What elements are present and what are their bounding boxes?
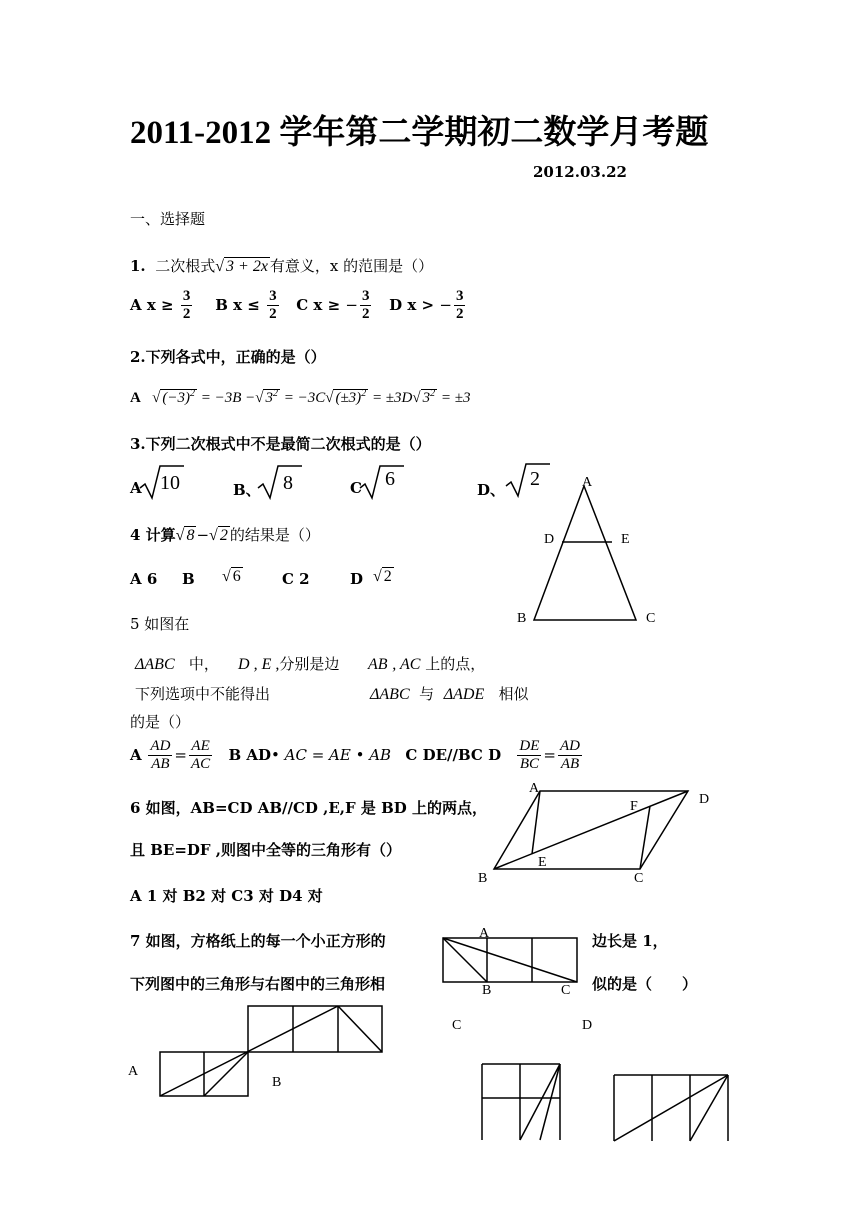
reference-grid-triangle: [443, 938, 583, 984]
question-2: 2.下列各式中，正确的是（）: [130, 348, 326, 366]
q3-option-c-value: 6: [385, 468, 395, 490]
q4-option-b-value: √ 6: [222, 568, 241, 585]
radical-sign-icon: [258, 464, 303, 500]
minus-sign: −: [196, 526, 210, 544]
parallelogram-figure: [490, 785, 700, 875]
q1-pre: 二次根式: [155, 257, 216, 275]
option-7a-label: A: [128, 1064, 139, 1079]
q5-side-ab: AB: [367, 656, 388, 673]
q5-text: 分别是边: [279, 655, 340, 673]
exam-date: 2012.03.22: [533, 163, 627, 181]
fig5-label-c: C: [646, 611, 656, 626]
q5-text: 与: [419, 685, 435, 703]
q1-option-b: B x ≤: [215, 295, 260, 314]
q5-frac-ad-ab: [148, 738, 172, 774]
q4-radicand-2: 2: [219, 527, 228, 544]
q2-expr1-base: (−3): [162, 390, 190, 406]
frac-den: AC: [191, 756, 211, 773]
question-1: [130, 255, 433, 276]
q3-option-d-value: 2: [530, 468, 540, 490]
frac-den: 2: [455, 306, 464, 323]
q7-line-2: 下列图中的三角形与右图中的三角形相: [130, 975, 386, 993]
frac-den: AB: [560, 756, 580, 773]
q5-text: 上的点，: [425, 655, 486, 673]
frac-num: 3: [454, 288, 466, 306]
q2-option-a: A: [130, 390, 141, 406]
exponent: 2: [430, 388, 436, 399]
q1-options: [130, 288, 467, 324]
q5-points: D , E ,: [238, 656, 280, 673]
q2-options: A √ $(-3)^2 = -3B$ −√ $3^2 = -3C√$ $(\pm 3)^2 = \pm 3D√$ $3^2 = \pm 3$: [130, 388, 471, 406]
q5-triangle-abc: ΔABC: [135, 656, 175, 673]
q5-text: 相似: [498, 685, 529, 703]
q3-option-a-value: 10: [160, 472, 180, 494]
q1-frac-c: [360, 288, 372, 324]
q4-text-end: 的结果是（）: [229, 526, 320, 544]
question-5: 5 如图在: [130, 615, 190, 633]
q4-option-c: C 2: [282, 570, 310, 588]
q5-option-c-d: C DE//BC D: [405, 745, 502, 764]
q3-option-d-label: D、: [477, 481, 506, 499]
question-6: 6 如图，AB=CD AB//CD ,E,F 是 BD 上的两点，: [130, 799, 488, 817]
frac-num: 3: [181, 288, 193, 306]
q5-triangle-abc: ΔABC: [370, 686, 410, 703]
q5-frac-de-bc: [517, 738, 541, 774]
frac-num: AD: [148, 738, 172, 756]
fig5-label-d: D: [544, 532, 555, 547]
q5-triangle-ade: ΔADE: [443, 686, 485, 703]
q7-line-2-end: 似的是（ ）: [592, 975, 698, 993]
q4-option-d: D: [350, 570, 364, 588]
fig7-label-b: B: [482, 983, 492, 998]
q2-expr1: [160, 389, 197, 406]
q4-option-d-value: √ 2: [373, 568, 392, 585]
question-3: 3.下列二次根式中不是最简二次根式的是（）: [130, 435, 431, 453]
q4-option-a: A 6: [130, 570, 158, 588]
q1-option-a: A x ≥: [130, 295, 174, 314]
q2-expr3-base: (±3): [335, 390, 362, 406]
q1-frac-b: [267, 288, 279, 324]
q2-expr2-base: 3: [265, 390, 273, 406]
fig6-label-d: D: [699, 792, 710, 807]
q3-option-a-label: A: [130, 479, 142, 497]
option-7c-label: C: [452, 1018, 462, 1033]
fig6-label-c: C: [634, 871, 644, 886]
q5-frac-ad-ab: [558, 738, 582, 774]
radical-sign-icon: [360, 464, 405, 500]
option-7b-label: B: [272, 1075, 282, 1090]
exponent: 2: [189, 388, 195, 399]
q2-expr2: [263, 389, 280, 406]
q2-eq1: = −3B −: [200, 390, 256, 406]
q5-text: 中，: [188, 655, 219, 673]
frac-den: BC: [519, 756, 539, 773]
q6-line-2: 且 BE=DF ,则图中全等的三角形有（）: [130, 841, 402, 859]
frac-num: DE: [517, 738, 541, 756]
q2-expr4-base: 3: [422, 390, 431, 406]
exponent: 2: [272, 388, 278, 399]
q1-post: 有意义，x 的范围是（）: [269, 257, 434, 275]
q1-option-c: C x ≥: [296, 295, 341, 314]
q1-option-d: D x >: [389, 295, 435, 314]
fig6-label-e: E: [538, 855, 547, 870]
q3-option-b-value: 8: [283, 472, 293, 494]
fig5-label-a: A: [582, 475, 593, 490]
q5-option-b: B AD: [228, 745, 272, 764]
q5-frac-ae-ac: [189, 738, 212, 774]
frac-den: AB: [151, 756, 170, 773]
option-d-grid-figure: [612, 1073, 732, 1143]
q1-radical: √ 3 + 2x: [215, 258, 268, 275]
question-7: 7 如图，方格纸上的每一个小正方形的: [130, 932, 386, 950]
q2-eq4: = ±3: [440, 390, 471, 406]
q5-side-ac: , AC: [392, 656, 421, 673]
q1-number: 1.: [130, 257, 146, 275]
equals-sign: =: [543, 745, 556, 764]
equals-sign: =: [174, 745, 187, 764]
q1-frac-d: [454, 288, 466, 324]
q4-b-radicand: 6: [232, 568, 241, 585]
q5-text: 下列选项中不能得出: [135, 685, 271, 703]
q6-options: A 1 对 B2 对 C3 对 D4 对: [130, 887, 323, 905]
frac-num: AD: [558, 738, 582, 756]
q5-line-2: [135, 683, 270, 704]
option-7d-label: D: [582, 1018, 593, 1033]
q5-line-3: 的是（）: [130, 713, 191, 731]
fig5-label-b: B: [517, 611, 527, 626]
q3-option-c-label: C: [350, 479, 362, 497]
q7-line-1-end: 边长是 1，: [592, 932, 668, 950]
page-title: 2011-2012 学年第二学期初二数学月考题: [130, 115, 709, 151]
question-4: 4 计算√ 8 −√ 2 的结果是（）: [130, 526, 320, 544]
q2-expr4: [421, 389, 438, 406]
fig6-label-a: A: [529, 781, 540, 796]
q5-line-2b: [370, 683, 529, 704]
minus-sign: −: [439, 295, 452, 314]
fig6-label-b: B: [478, 871, 488, 886]
q5-option-a: A: [130, 745, 142, 764]
frac-num: 3: [267, 288, 279, 306]
option-c-grid-figure: [480, 1062, 565, 1142]
q5-option-b-expr: • AC = AE • AB: [271, 745, 392, 764]
frac-den: 2: [182, 306, 191, 323]
q5-line-1: [135, 653, 485, 674]
fig5-label-e: E: [621, 532, 630, 547]
frac-num: AE: [189, 738, 212, 756]
fig7-label-c: C: [561, 983, 571, 998]
frac-den: 2: [269, 306, 277, 323]
section-heading: 一、选择题: [130, 210, 206, 228]
q4-option-b: B: [182, 570, 195, 588]
q2-expr3: [333, 389, 368, 406]
fig7-label-a: A: [479, 926, 490, 941]
q4-d-radicand: 2: [383, 568, 392, 585]
q2-eq2: = −3C: [283, 390, 326, 406]
frac-den: 2: [361, 306, 370, 323]
q1-radicand: 3 + 2x: [226, 258, 268, 275]
minus-sign: −: [345, 295, 358, 314]
q4-radicand-1: 8: [186, 527, 195, 544]
q2-eq3: = ±3D: [371, 390, 413, 406]
q5-options: [130, 738, 584, 774]
q1-frac-a: [181, 288, 193, 324]
exponent: 2: [361, 388, 367, 399]
fig6-label-f: F: [630, 799, 638, 814]
frac-num: 3: [360, 288, 372, 306]
triangle-ade-figure: [530, 480, 670, 630]
q4-text: 4 计算: [130, 526, 176, 544]
q3-option-b-label: B、: [233, 481, 261, 499]
